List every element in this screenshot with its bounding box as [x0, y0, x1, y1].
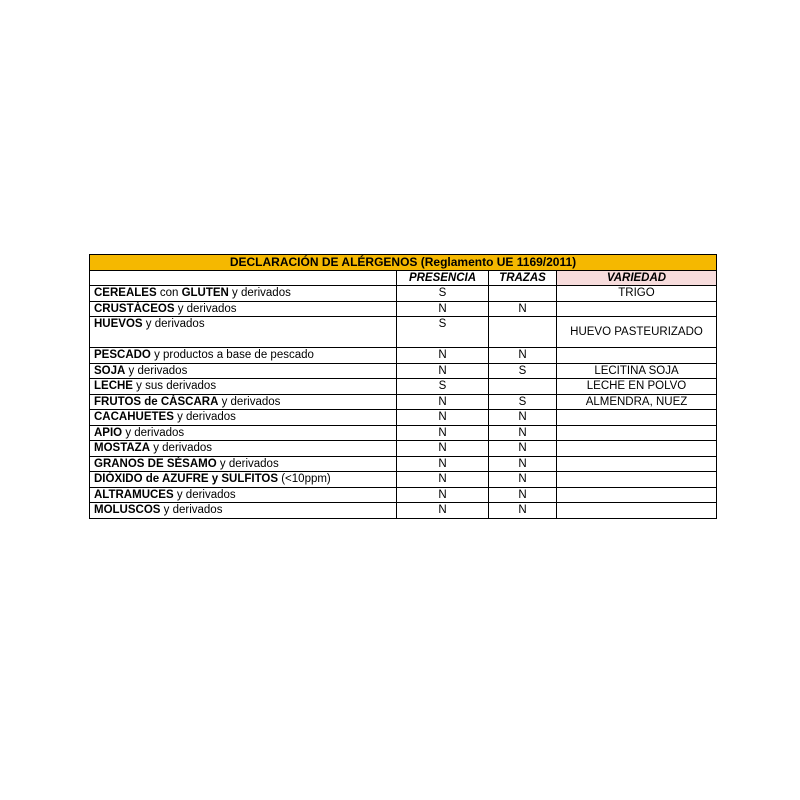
presencia-cell: N	[397, 410, 489, 426]
allergen-name	[90, 487, 397, 503]
allergen-keyword: CACAHUETES	[94, 411, 174, 423]
table-title: DECLARACIÓN DE ALÉRGENOS (Reglamento UE 1169/2011)	[90, 255, 717, 271]
trazas-cell	[489, 286, 557, 302]
trazas-cell: N	[489, 301, 557, 317]
allergen-text: y derivados	[150, 442, 213, 454]
allergen-text: y productos a base de pescado	[150, 349, 314, 361]
allergen-text: y sus derivados	[132, 380, 217, 392]
allergen-keyword: MOSTAZA	[94, 442, 151, 454]
allergen-keyword: PESCADO	[94, 349, 151, 361]
allergen-rows	[90, 286, 717, 519]
trazas-cell: N	[489, 410, 557, 426]
variedad-cell: LECHE EN POLVO	[557, 379, 717, 395]
header-trazas: TRAZAS	[489, 270, 557, 286]
presencia-cell: N	[397, 301, 489, 317]
variedad-cell	[557, 301, 717, 317]
trazas-cell: N	[489, 503, 557, 519]
allergen-text: y derivados	[122, 426, 185, 439]
trazas-cell: N	[489, 348, 557, 364]
variedad-cell	[557, 503, 717, 519]
presencia-cell: S	[397, 286, 489, 302]
presencia-cell: N	[397, 363, 489, 379]
table-row	[90, 348, 717, 364]
allergen-name	[90, 301, 397, 317]
presencia-cell: S	[397, 379, 489, 395]
trazas-cell: N	[489, 441, 557, 457]
trazas-cell: S	[489, 363, 557, 379]
trazas-cell: N	[489, 456, 557, 472]
header-allergen	[90, 270, 397, 286]
allergen-keyword: SOJA	[94, 364, 126, 377]
allergen-name	[90, 503, 397, 519]
allergen-text: y derivados	[218, 395, 281, 408]
trazas-cell: N	[489, 472, 557, 488]
allergen-name	[90, 394, 397, 410]
variedad-cell	[557, 348, 717, 364]
trazas-cell: S	[489, 394, 557, 410]
table-row	[90, 317, 717, 348]
allergen-keyword: LECHE	[94, 380, 133, 392]
allergen-text: y derivados	[173, 488, 236, 501]
presencia-cell: N	[397, 394, 489, 410]
header-presencia: PRESENCIA	[397, 270, 489, 286]
allergen-keyword: FRUTOS de CÁSCARA	[94, 395, 219, 408]
variedad-cell	[557, 456, 717, 472]
presencia-cell: N	[397, 503, 489, 519]
allergen-text: y derivados	[228, 287, 291, 299]
allergen-keyword: GRANOS DE SÉSAMO	[94, 457, 217, 470]
allergen-keyword: APIO	[94, 426, 123, 439]
allergen-keyword: HUEVOS	[94, 318, 143, 330]
variedad-cell	[557, 472, 717, 488]
trazas-cell: N	[489, 425, 557, 441]
trazas-cell	[489, 379, 557, 395]
allergen-text: y derivados	[142, 318, 205, 330]
allergen-keyword: DIÓXIDO de AZUFRE y SULFITOS	[94, 473, 279, 485]
allergen-name	[90, 410, 397, 426]
table-row	[90, 363, 717, 379]
variedad-cell	[557, 487, 717, 503]
allergen-text: y derivados	[160, 504, 223, 516]
presencia-cell: N	[397, 348, 489, 364]
table-row	[90, 379, 717, 395]
header-variedad: VARIEDAD	[557, 270, 717, 286]
presencia-cell: N	[397, 425, 489, 441]
trazas-cell	[489, 317, 557, 348]
allergen-name	[90, 425, 397, 441]
allergen-name	[90, 348, 397, 364]
variedad-cell	[557, 441, 717, 457]
allergen-name	[90, 456, 397, 472]
variedad-cell: ALMENDRA, NUEZ	[557, 394, 717, 410]
allergen-text: y derivados	[174, 302, 237, 315]
allergen-name	[90, 317, 397, 348]
variedad-cell: HUEVO PASTEURIZADO	[557, 317, 717, 348]
presencia-cell: N	[397, 456, 489, 472]
allergen-name	[90, 472, 397, 488]
table-row	[90, 487, 717, 503]
allergen-text: y derivados	[173, 411, 236, 423]
allergen-name	[90, 363, 397, 379]
presencia-cell: N	[397, 487, 489, 503]
variedad-cell: TRIGO	[557, 286, 717, 302]
variedad-cell	[557, 425, 717, 441]
allergen-text: y derivados	[216, 457, 279, 470]
allergen-keyword: CRUSTÁCEOS	[94, 302, 175, 315]
presencia-cell: N	[397, 472, 489, 488]
table-row	[90, 472, 717, 488]
trazas-cell: N	[489, 487, 557, 503]
table-row	[90, 503, 717, 519]
allergen-text: (<10ppm)	[278, 473, 331, 485]
title-row	[90, 255, 717, 271]
allergen-keyword: CEREALES	[94, 287, 157, 299]
variedad-cell	[557, 410, 717, 426]
allergen-table	[89, 254, 717, 519]
allergen-name	[90, 441, 397, 457]
presencia-cell: N	[397, 441, 489, 457]
allergen-text: con	[156, 287, 182, 299]
table-row	[90, 286, 717, 302]
variedad-cell: LECITINA SOJA	[557, 363, 717, 379]
table-row	[90, 394, 717, 410]
table-row	[90, 456, 717, 472]
allergen-name	[90, 286, 397, 302]
table-row	[90, 301, 717, 317]
allergen-name	[90, 379, 397, 395]
allergen-text: y derivados	[125, 364, 188, 377]
presencia-cell: S	[397, 317, 489, 348]
table-row	[90, 410, 717, 426]
allergen-keyword: ALTRAMUCES	[94, 488, 174, 501]
table-row	[90, 425, 717, 441]
table-row	[90, 441, 717, 457]
allergen-keyword: MOLUSCOS	[94, 504, 161, 516]
allergen-keyword: GLUTEN	[181, 287, 229, 299]
header-row	[90, 270, 717, 286]
